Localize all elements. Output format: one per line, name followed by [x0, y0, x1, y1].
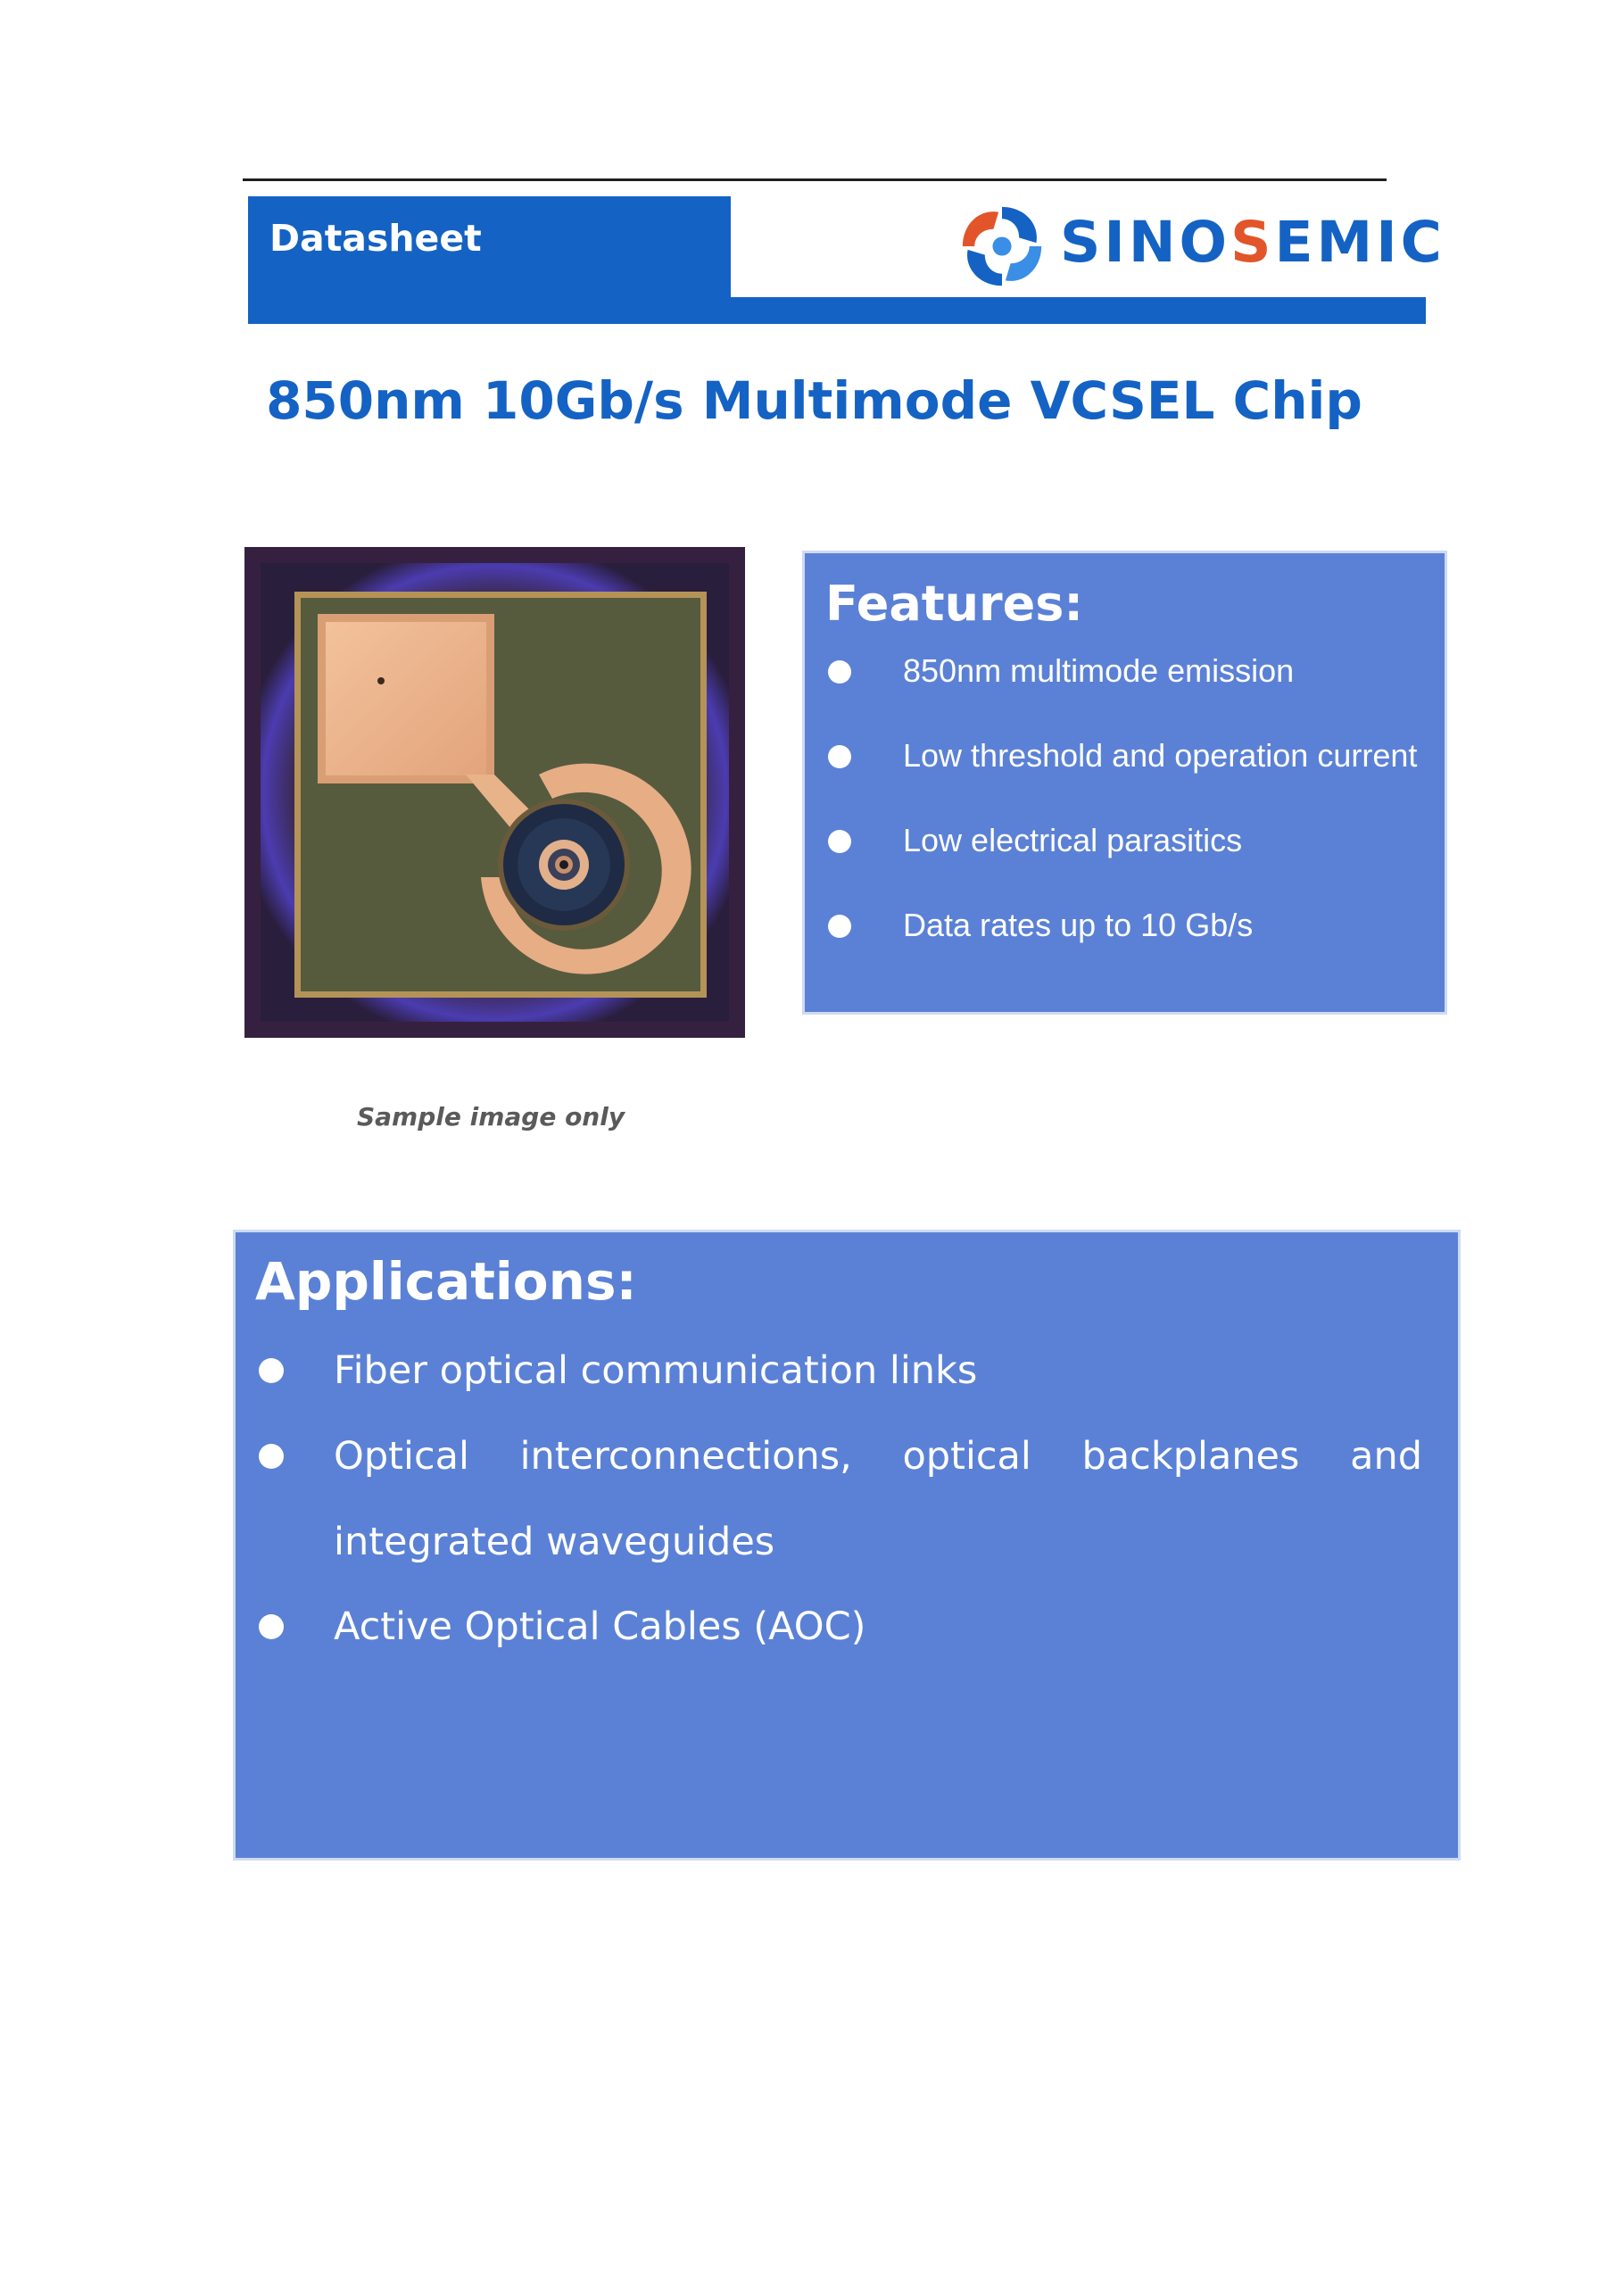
bullet-icon: [259, 1444, 284, 1469]
image-caption: Sample image only: [357, 1102, 625, 1131]
sinosemic-logo-icon: [959, 203, 1045, 289]
applications-box: [233, 1230, 1461, 1861]
header-rule: [243, 178, 1387, 181]
application-item: [255, 1413, 1422, 1585]
bullet-icon: [828, 660, 851, 684]
feature-text: Low electrical parasitics: [903, 822, 1243, 858]
bullet-icon: [828, 915, 851, 938]
brand-part3: EMIC: [1274, 210, 1445, 275]
document-title: 850nm 10Gb/s Multimode VCSEL Chip: [266, 370, 1362, 431]
feature-text: Data rates up to 10 Gb/s: [903, 907, 1254, 943]
brand-part1: SINO: [1060, 210, 1231, 275]
sinosemic-logo-text: [1060, 210, 1445, 275]
feature-text: 850nm multimode emission: [903, 652, 1295, 689]
application-item: [255, 1328, 1422, 1413]
vcsel-chip-image: [244, 547, 745, 1038]
application-text: Fiber optical communication links: [334, 1348, 978, 1393]
header-bottom-bar: [248, 297, 1426, 324]
brand-accent-letter: S: [1230, 210, 1275, 275]
features-heading: Features:: [825, 576, 1084, 632]
bullet-icon: [259, 1614, 284, 1639]
feature-text: Low threshold and operation current: [903, 737, 1418, 774]
bullet-icon: [828, 745, 851, 768]
application-text: Active Optical Cables (AOC): [334, 1604, 866, 1649]
application-text: Optical interconnections, optical backplanes and integrated waveguides: [334, 1434, 1422, 1564]
bullet-icon: [259, 1358, 284, 1383]
applications-heading: Applications:: [255, 1251, 637, 1312]
features-box: [802, 551, 1447, 1015]
datasheet-label: Datasheet: [269, 217, 482, 260]
bullet-icon: [828, 830, 851, 853]
application-item: [255, 1584, 1422, 1670]
